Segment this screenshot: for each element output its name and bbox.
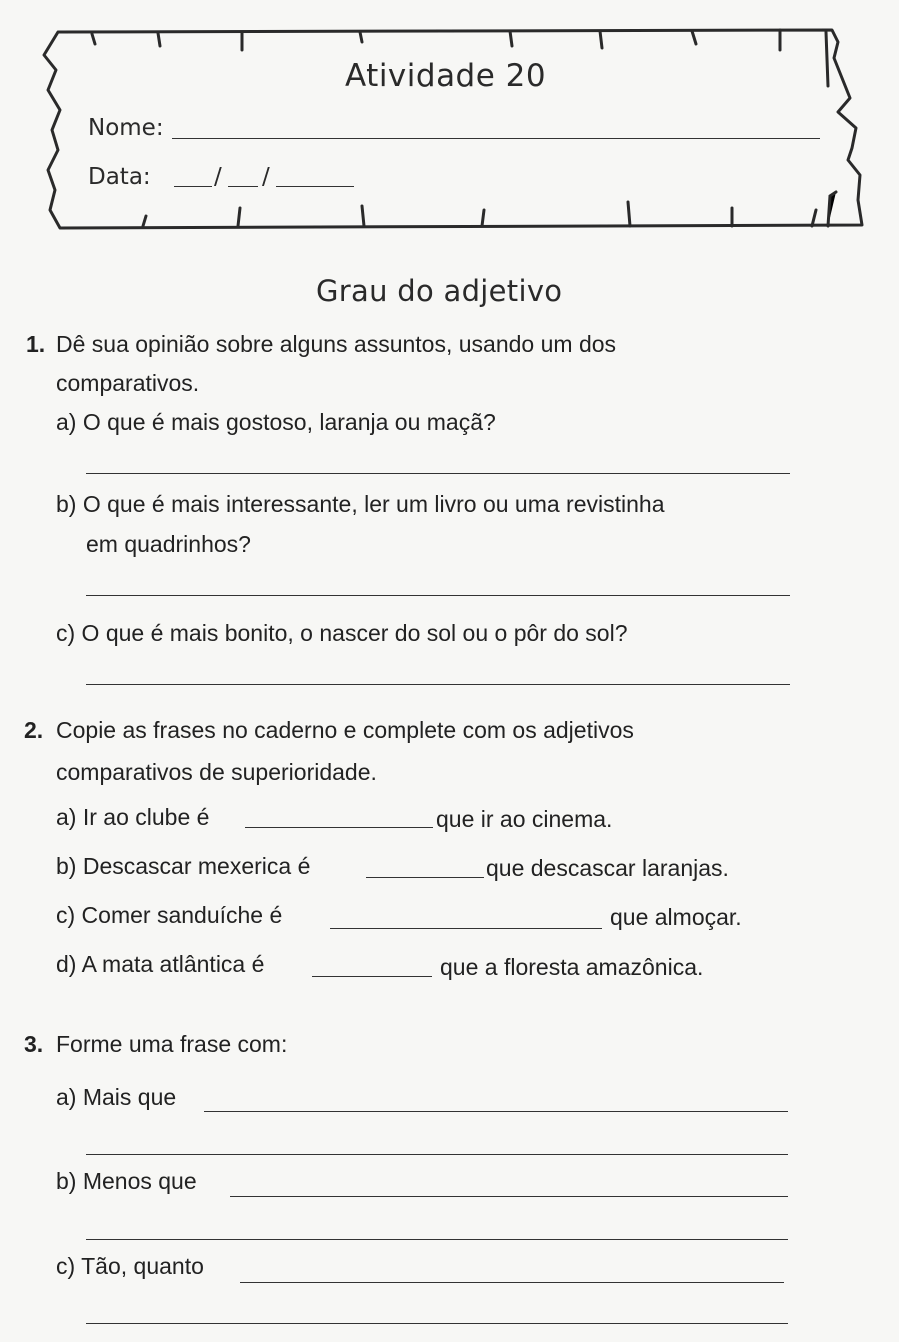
question-1-number: 1. (26, 331, 46, 357)
name-input-line[interactable] (172, 138, 820, 139)
answer-line-3b[interactable] (230, 1196, 788, 1197)
answer-line-1b[interactable] (86, 595, 790, 596)
question-1b-cont: em quadrinhos? (86, 531, 251, 557)
question-2d-text-end: que a floresta amazônica. (440, 954, 704, 980)
question-2a-text: a) Ir ao clube é (56, 804, 210, 830)
answer-line-1c[interactable] (86, 684, 790, 685)
page-title: Grau do adjetivo (316, 274, 563, 308)
question-2b-text: b) Descascar mexerica é (56, 853, 311, 879)
question-1c: c) O que é mais bonito, o nascer do sol ou o pôr do sol? (56, 620, 628, 646)
name-label: Nome: (88, 115, 164, 141)
question-1-prompt-cont: comparativos. (56, 370, 200, 396)
question-1-prompt: Dê sua opinião sobre alguns assuntos, usando um dos (56, 331, 617, 357)
answer-line-3b-2[interactable] (86, 1239, 788, 1240)
blank-2d[interactable] (312, 976, 432, 977)
question-2-number: 2. (24, 717, 44, 743)
question-3b: b) Menos que (56, 1168, 197, 1194)
activity-title: Atividade 20 (345, 58, 547, 94)
answer-line-3c-2[interactable] (86, 1323, 788, 1324)
question-1b: b) O que é mais interessante, ler um livro ou uma revistinha (56, 491, 665, 517)
question-3c: c) Tão, quanto (56, 1253, 204, 1279)
blank-2c[interactable] (330, 928, 602, 929)
date-year-line[interactable] (276, 186, 354, 187)
question-3-number: 3. (24, 1031, 44, 1057)
question-2a-text-end: que ir ao cinema. (436, 806, 613, 832)
blank-2a[interactable] (245, 827, 433, 828)
blank-2b[interactable] (366, 877, 484, 878)
question-3-prompt: Forme uma frase com: (56, 1031, 288, 1057)
date-separator: / (214, 164, 222, 190)
question-2c-text: c) Comer sanduíche é (56, 902, 283, 928)
question-3a: a) Mais que (56, 1084, 177, 1110)
question-2-prompt-cont: comparativos de superioridade. (56, 759, 377, 785)
date-label: Data: (88, 164, 151, 190)
answer-line-1a[interactable] (86, 473, 790, 474)
question-2c-text-end: que almoçar. (610, 904, 742, 930)
date-day-line[interactable] (174, 186, 212, 187)
answer-line-3c[interactable] (240, 1282, 784, 1283)
date-separator: / (262, 164, 270, 190)
question-1a: a) O que é mais gostoso, laranja ou maçã? (56, 409, 496, 435)
answer-line-3a-2[interactable] (86, 1154, 788, 1155)
date-month-line[interactable] (228, 186, 258, 187)
question-2-prompt: Copie as frases no caderno e complete com os adjetivos (56, 717, 634, 743)
question-2b-text-end: que descascar laranjas. (486, 855, 729, 881)
question-2d-text: d) A mata atlântica é (56, 951, 265, 977)
answer-line-3a[interactable] (204, 1111, 788, 1112)
